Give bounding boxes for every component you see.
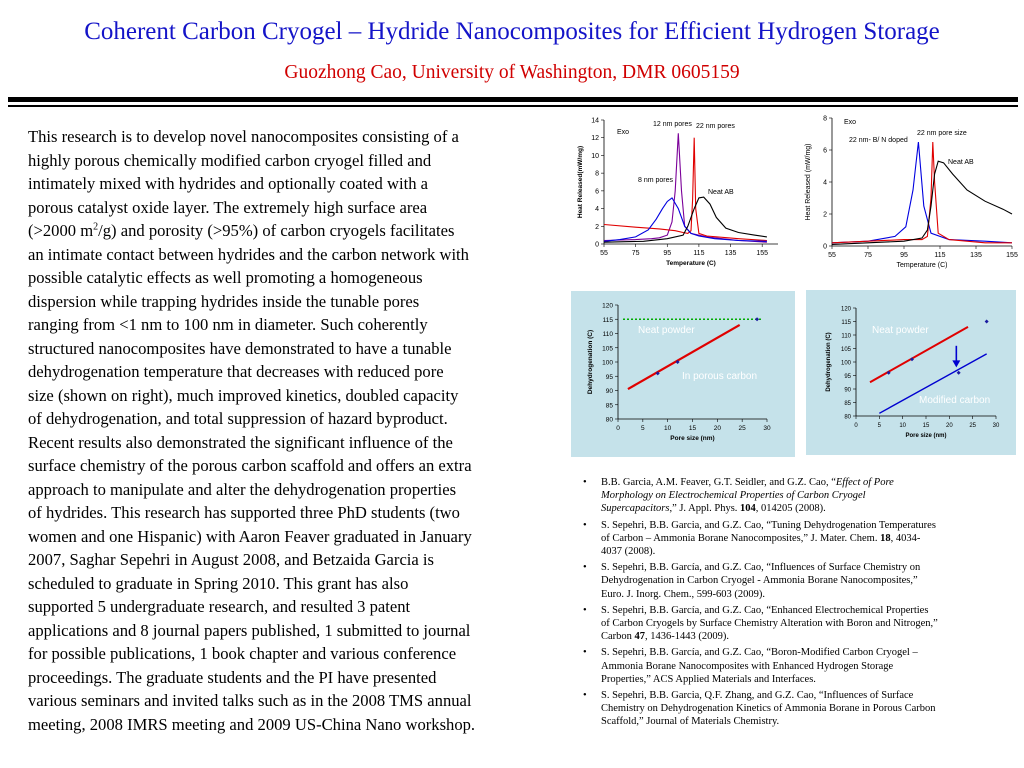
x-tick-label: 20 bbox=[713, 425, 721, 432]
body-line: This research is to develop novel nanocomposites consisting of a bbox=[28, 127, 459, 146]
x-tick-label: 155 bbox=[756, 250, 769, 257]
reference-text: Effect of Pore bbox=[835, 477, 894, 488]
reference-line bbox=[601, 489, 1013, 502]
x-tick-label: 10 bbox=[899, 423, 907, 429]
x-tick-label: 25 bbox=[738, 425, 746, 432]
reference-text: 18 bbox=[880, 532, 891, 544]
reference-text: , 4034- bbox=[890, 532, 921, 544]
annotation-neat-powder: Neat powder bbox=[638, 325, 695, 336]
y-tick-label: 4 bbox=[823, 179, 827, 187]
series-line bbox=[604, 198, 767, 241]
body-line: intimately mixed with hydrides and optionally coated with a bbox=[28, 174, 429, 193]
annotation-neat-powder: Neat powder bbox=[872, 325, 929, 336]
y-tick-label: 12 bbox=[591, 135, 599, 143]
x-tick-label: 25 bbox=[969, 423, 977, 429]
x-tick-label: 15 bbox=[688, 425, 697, 432]
y-axis-label: Dehydrogenation (C) bbox=[587, 329, 594, 395]
annotation-porous-carbon: In porous carbon bbox=[682, 371, 758, 382]
x-tick-label: 135 bbox=[970, 252, 982, 259]
y-tick-label: 2 bbox=[823, 211, 827, 219]
y-tick-label: 80 bbox=[844, 414, 851, 421]
reference-line bbox=[601, 532, 1013, 545]
reference-line bbox=[601, 673, 1013, 686]
body-line: applications and 8 journal papers published, 1 submitted to journal bbox=[28, 620, 471, 640]
body-line: structured nanocomposites have demonstrated to have a tunable bbox=[28, 338, 452, 358]
y-tick-label: 95 bbox=[844, 374, 851, 380]
x-axis-label: Temperature (C) bbox=[666, 260, 716, 267]
annotation-12nm: 12 nm pores bbox=[653, 121, 692, 128]
x-axis-label: Pore size (nm) bbox=[905, 433, 947, 439]
body-line: of hydrides. This research has supported three PhD students (two bbox=[28, 503, 460, 522]
x-tick-label: 55 bbox=[828, 252, 836, 259]
reference-line bbox=[601, 702, 1013, 715]
reference-text: Properties,” ACS Applied Materials and Interfaces. bbox=[601, 673, 816, 685]
reference-text: S. Sepehri, B.B. García, and G.Z. Cao, “Boron-Modified Carbon Cryogel – bbox=[601, 647, 918, 659]
y-tick-label: 110 bbox=[602, 331, 613, 338]
dehydrogenation-chart-porous bbox=[571, 291, 795, 457]
y-tick-label: 0 bbox=[823, 243, 827, 251]
axes bbox=[805, 116, 1018, 270]
chart-panel-bg bbox=[806, 290, 1016, 455]
y-tick-label: 0 bbox=[595, 241, 599, 249]
reference-text: S. Sepehri, B.B. Garcia, Q.F. Zhang, and G.Z. Cao, “Influences of Surface bbox=[601, 690, 914, 702]
x-tick-label: 135 bbox=[724, 250, 737, 257]
x-tick-label: 15 bbox=[922, 423, 930, 429]
reference-text: 47 bbox=[634, 631, 646, 643]
y-tick-label: 80 bbox=[605, 416, 613, 424]
body-line: for possible publications, 1 book chapter and various conference bbox=[28, 644, 457, 663]
reference-line bbox=[601, 689, 1013, 702]
x-tick-label: 55 bbox=[600, 250, 608, 257]
annotation-neat-ab: Neat AB bbox=[948, 159, 974, 166]
x-tick-label: 20 bbox=[945, 423, 953, 429]
y-tick-label: 115 bbox=[602, 316, 613, 324]
reference-line bbox=[601, 715, 1013, 728]
reference-text: B.B. Garcia, A.M. Feaver, G.T. Seidler, and G.Z. Cao, “ bbox=[601, 477, 836, 488]
divider-thick bbox=[8, 97, 1018, 102]
y-tick-label: 95 bbox=[605, 373, 613, 381]
reference-text: Dehydrogenation in Carbon Cryogel - Ammonia Borane Nanocomposites,” bbox=[601, 575, 918, 587]
x-tick-label: 115 bbox=[934, 252, 946, 259]
reference-line bbox=[601, 476, 1013, 489]
reference-line bbox=[601, 545, 1013, 558]
series-line bbox=[832, 142, 1012, 243]
body-line: approach to manipulate and alter the dehydrogenation properties bbox=[28, 479, 457, 499]
y-tick-label: 105 bbox=[602, 345, 613, 353]
y-tick-label: 10 bbox=[591, 152, 599, 160]
reference-text: ,” J. Appl. Phys. bbox=[669, 503, 741, 515]
body-line: ranging from <1 nm to 100 nm in diameter. Such coherently bbox=[28, 315, 428, 334]
x-tick-label: 155 bbox=[1006, 252, 1018, 259]
body-line-part: /g) and porosity (>95%) of carbon cryogels facilitates bbox=[98, 221, 455, 240]
reference-text: Chemistry on Dehydrogenation Kinetics of Ammonia Borane in Porous Carbon bbox=[601, 703, 936, 715]
reference-text: 104 bbox=[740, 503, 756, 515]
y-tick-label: 6 bbox=[595, 188, 599, 196]
reference-text: Morphology on Electrochemical Properties of Carbon Cryogel bbox=[601, 490, 866, 502]
y-tick-label: 105 bbox=[840, 347, 851, 353]
series-line bbox=[604, 197, 767, 242]
reference-text: , 014205 (2008). bbox=[755, 503, 826, 515]
body-line bbox=[28, 219, 563, 243]
reference-text: S. Sepehri, B.B. García, and G.Z. Cao, “Influences of Surface Chemistry on bbox=[601, 562, 921, 574]
body-line: highly porous chemically modified carbon cryogel filled and bbox=[28, 150, 432, 170]
divider-thin bbox=[8, 105, 1018, 107]
reference-line bbox=[601, 502, 1013, 515]
x-tick-label: 5 bbox=[877, 423, 882, 429]
y-axis-label: Dehydrogenation (C) bbox=[826, 332, 832, 392]
annotation-exo: Exo bbox=[617, 129, 630, 136]
reference-list bbox=[583, 476, 1013, 732]
y-tick-label: 8 bbox=[823, 115, 827, 123]
reference-line bbox=[601, 630, 1013, 643]
y-tick-label: 120 bbox=[840, 306, 851, 313]
y-tick-label: 8 bbox=[595, 170, 599, 178]
reference-line bbox=[601, 574, 1013, 587]
series-line bbox=[604, 133, 767, 242]
x-tick-label: 5 bbox=[641, 425, 645, 432]
series-group bbox=[832, 142, 1012, 244]
reference-item bbox=[583, 689, 1013, 729]
y-tick-label: 90 bbox=[844, 387, 851, 394]
reference-text: Supercapacitors bbox=[601, 503, 670, 515]
superscript: 2 bbox=[93, 221, 99, 233]
reference-line bbox=[601, 561, 1013, 574]
y-tick-label: 110 bbox=[841, 333, 851, 340]
y-tick-label: 14 bbox=[591, 117, 599, 125]
series-line bbox=[604, 138, 767, 241]
x-tick-label: 0 bbox=[854, 423, 858, 429]
series-line bbox=[832, 161, 1012, 244]
reference-item bbox=[583, 604, 1013, 644]
dsc-chart-doped bbox=[800, 112, 1022, 277]
annotation-22nm: 22 nm pores bbox=[696, 123, 735, 130]
body-line-part: (>2000 m bbox=[28, 221, 94, 240]
annotation-22nm: 22 nm pore size bbox=[917, 130, 967, 137]
annotation-8nm: 8 nm pores bbox=[638, 177, 674, 184]
y-axis-label: Heat Released(mW/mg) bbox=[577, 145, 584, 219]
annotation-neat-ab: Neat AB bbox=[708, 189, 734, 196]
body-line: scheduled to graduate in Spring 2010. This grant has also bbox=[28, 573, 409, 593]
page-subtitle: Guozhong Cao, University of Washington, DMR 0605159 bbox=[284, 62, 740, 83]
x-axis-label: Temperature (C) bbox=[896, 262, 948, 269]
body-line: possible catalytic effects as well promoting a homogeneous bbox=[28, 268, 423, 287]
annotation-exo: Exo bbox=[844, 119, 857, 126]
x-tick-label: 115 bbox=[693, 250, 705, 257]
x-tick-label: 75 bbox=[631, 250, 640, 257]
reference-item bbox=[583, 476, 1013, 516]
reference-item bbox=[583, 519, 1013, 559]
body-line: porous catalyst oxide layer. The extremely high surface area bbox=[28, 197, 428, 217]
y-axis-label: Heat Released (mW/mg) bbox=[805, 143, 812, 221]
reference-text: Euro. J. Inorg. Chem., 599-603 (2009). bbox=[601, 588, 765, 600]
x-tick-label: 30 bbox=[992, 423, 1000, 429]
x-axis-label: Pore size (nm) bbox=[670, 435, 715, 442]
y-tick-label: 120 bbox=[602, 302, 613, 310]
y-tick-label: 85 bbox=[844, 401, 851, 407]
y-tick-label: 115 bbox=[841, 320, 851, 326]
body-line: dispersion while trapping hydrides inside the tunable pores bbox=[28, 291, 420, 311]
reference-text: Scaffold,” Journal of Materials Chemistry. bbox=[601, 716, 780, 728]
reference-text: 4037 (2008). bbox=[601, 546, 656, 558]
x-tick-label: 75 bbox=[864, 252, 872, 259]
reference-text: S. Sepehri, B.B. García, and G.Z. Cao, “Enhanced Electrochemical Properties bbox=[601, 604, 929, 616]
y-tick-label: 85 bbox=[605, 402, 613, 410]
reference-text: Ammonia Borane Nanocomposites with Enhanced Hydrogen Storage bbox=[601, 660, 894, 672]
y-tick-label: 4 bbox=[595, 206, 599, 214]
reference-item bbox=[583, 561, 1013, 601]
reference-text: Carbon bbox=[601, 631, 635, 643]
reference-line bbox=[601, 646, 1013, 659]
annotation-modified-carbon: Modified carbon bbox=[919, 395, 991, 406]
y-tick-label: 90 bbox=[605, 388, 613, 395]
body-line: surface chemistry of the porous carbon scaffold and offers an extra bbox=[28, 456, 472, 475]
reference-line bbox=[601, 660, 1013, 673]
body-line: an intimate contact between hydrides and the carbon network with bbox=[28, 244, 469, 264]
x-tick-label: 30 bbox=[763, 425, 771, 432]
annotation-bn-doped: 22 nm- B/ N doped bbox=[849, 137, 908, 144]
body-line: dehydrogenation temperature that decreases with reduced pore bbox=[28, 362, 444, 381]
body-paragraph bbox=[28, 125, 563, 736]
dsc-chart-pore-size bbox=[568, 112, 790, 277]
reference-line bbox=[601, 588, 1013, 601]
body-line: supported 5 undergraduate research, and resulted 3 patent bbox=[28, 597, 411, 616]
body-line: proceedings. The graduate students and the PI have presented bbox=[28, 667, 437, 687]
reference-item bbox=[583, 646, 1013, 686]
y-tick-label: 2 bbox=[595, 223, 599, 231]
body-line: women and one Hispanic) with Aaron Feaver graduated in January bbox=[28, 526, 472, 546]
reference-line bbox=[601, 519, 1013, 532]
reference-text: of Carbon – Ammonia Borane Nanocomposites,” J. Mater. Chem. bbox=[601, 532, 881, 544]
x-tick-label: 0 bbox=[616, 425, 620, 432]
x-tick-label: 10 bbox=[664, 425, 672, 432]
reference-line bbox=[601, 604, 1013, 617]
series-line bbox=[832, 142, 1012, 243]
body-line: size (shown on right), much improved kinetics, doubled capacity bbox=[28, 385, 459, 405]
body-line: of dehydrogenation, and total suppression of hazard byproduct. bbox=[28, 409, 448, 428]
reference-text: of Carbon Cryogels by Surface Chemistry Alteration with Boron and Nitrogen,” bbox=[601, 618, 938, 630]
reference-line bbox=[601, 617, 1013, 630]
page-title: Coherent Carbon Cryogel – Hydride Nanocomposites for Efficient Hydrogen Storage bbox=[84, 18, 940, 45]
body-line: Recent results also demonstrated the significant influence of the bbox=[28, 432, 453, 452]
y-tick-label: 6 bbox=[823, 147, 827, 155]
reference-text: , 1436-1443 (2009). bbox=[645, 631, 730, 643]
body-line: 2007, Saghar Sepehri in August 2008, and Betzaida Garcia is bbox=[28, 550, 434, 569]
series-group bbox=[604, 133, 767, 242]
y-tick-label: 100 bbox=[840, 360, 851, 367]
body-line: meeting, 2008 IMRS meeting and 2009 US-China Nano workshop. bbox=[28, 714, 476, 734]
reference-text: S. Sepehri, B.B. Garcia, and G.Z. Cao, “Tuning Dehydrogenation Temperatures bbox=[601, 519, 936, 531]
body-line: various seminars and invited talks such as in the 2008 TMS annual bbox=[28, 691, 472, 710]
x-tick-label: 95 bbox=[663, 250, 672, 257]
dehydrogenation-chart-modified bbox=[806, 290, 1016, 455]
x-tick-label: 95 bbox=[900, 252, 908, 259]
y-tick-label: 100 bbox=[602, 359, 613, 367]
